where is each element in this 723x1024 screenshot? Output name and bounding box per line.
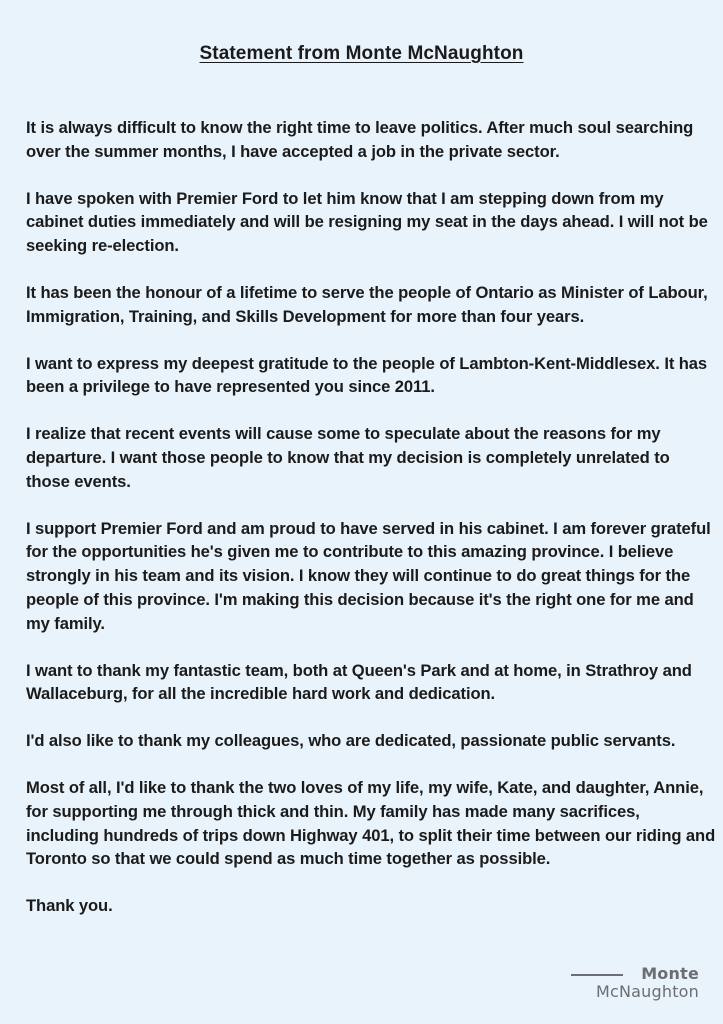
signature-rule <box>571 974 623 976</box>
paragraph-4: I want to express my deepest gratitude to the people of Lambton-Kent-Middlesex. It has been a privilege to have represented you since 2011. <box>26 353 708 397</box>
signature-last-name: McNaughton <box>595 982 699 1001</box>
paragraph-1: It is always difficult to know the right time to leave politics. After much soul searching over the summer months, I have accepted a job in the private sector. <box>26 118 694 161</box>
paragraph-8: I'd also like to thank my colleagues, who are dedicated, passionate public servants. <box>26 731 676 751</box>
paragraph-7: I want to thank my fantastic team, both at Queen's Park and at home, in Strathroy and Wallaceburg, for all the incredible hard work and dedication. <box>26 660 692 704</box>
paragraph-9: Most of all, I'd like to thank the two loves of my life, my wife, Kate, and daughter, Annie, for supporting me through thick and thin. My family has made many sacrifices, including hundreds of trips down Highway 401, to split their time between our riding and Toronto so that we could spend as much time together as possible. <box>26 777 716 869</box>
signature-first-name: Monte <box>641 964 699 983</box>
paragraph-closing: Thank you. <box>26 896 113 916</box>
paragraph-5: I realize that recent events will cause some to speculate about the reasons for my departure. I want those people to know that my decision is completely unrelated to those events. <box>26 424 670 491</box>
paragraph-6: I support Premier Ford and am proud to have served in his cabinet. I am forever grateful for the opportunities he's given me to contribute to this amazing province. I believe strongly in his team and its vision. I know they will continue to do great things for the people of this province. I'm making this decision because it's the right one for me and my family. <box>26 518 711 633</box>
paragraph-3: It has been the honour of a lifetime to serve the people of Ontario as Minister of Labour, Immigration, Training, and Skills Development for more than four years. <box>26 282 708 326</box>
paragraph-2: I have spoken with Premier Ford to let him know that I am stepping down from my cabinet duties immediately and will be resigning my seat in the days ahead. I will not be seeking re-election. <box>26 188 708 256</box>
statement-body <box>26 116 716 941</box>
statement-title: Statement from Monte McNaughton <box>199 43 524 64</box>
signature-logo <box>569 964 699 1004</box>
